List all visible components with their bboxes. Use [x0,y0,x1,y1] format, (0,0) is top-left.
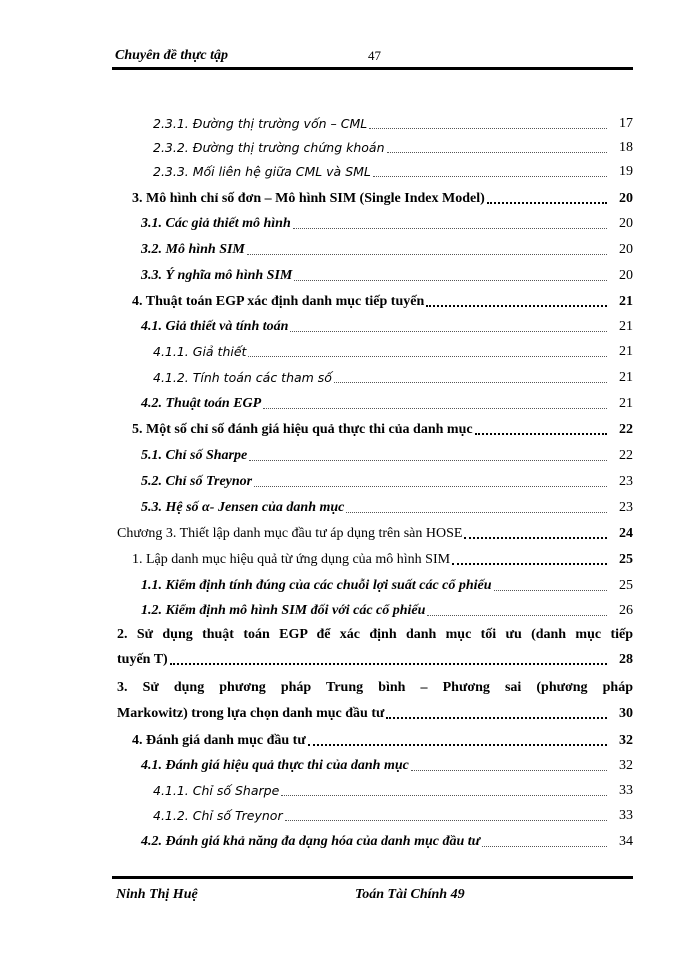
toc-entry-title: 3. Mô hình chỉ số đơn – Mô hình SIM (Single Index Model) [132,191,485,206]
toc-entry-page: 21 [619,396,633,411]
toc-entry[interactable] [141,575,633,595]
toc-leader [170,662,607,665]
toc-entry-page: 21 [619,370,633,385]
toc-entry[interactable] [141,213,633,233]
toc-entry-title: 4.1. Đánh giá hiệu quả thực thi của danh mục [141,758,409,773]
toc-entry-page: 21 [619,294,633,309]
toc-leader [249,459,607,461]
toc-leader [487,201,607,204]
toc-entry-page: 26 [619,603,633,618]
toc-entry-continuation[interactable] [117,649,633,669]
toc-leader [475,432,607,435]
toc-entry-title: 4.1.2. Chỉ số Treynor [153,808,283,823]
toc-entry-title: 1.1. Kiểm định tính đúng của các chuỗi lợi suất các cổ phiếu [141,578,492,593]
toc-leader [346,511,607,513]
toc-entry-title: 4. Đánh giá danh mục đầu tư [132,733,306,748]
toc-entry[interactable] [141,471,633,491]
toc-entry[interactable] [141,831,633,851]
toc-entry-title: 4.1.1. Giả thiết [153,344,247,359]
toc-entry-page: 20 [619,191,633,206]
toc-leader [426,304,607,307]
toc-entry[interactable] [132,188,633,208]
toc-leader [254,485,607,487]
toc-entry-title: 3.1. Các giả thiết mô hình [141,216,291,231]
toc-entry[interactable] [153,367,633,387]
toc-entry-multiline[interactable] [117,679,633,697]
toc-entry-title: 4.2. Đánh giá khả năng đa dạng hóa của danh mục đầu tư [141,834,481,849]
toc-entry-page: 23 [619,500,633,515]
toc-entry[interactable] [153,780,633,800]
toc-entry-title: 3.3. Ý nghĩa mô hình SIM [141,268,293,283]
toc-entry-page: 25 [619,552,633,567]
toc-leader [294,279,607,281]
toc-entry[interactable] [153,805,633,825]
toc-leader [247,253,607,255]
toc-leader [387,151,608,153]
toc-entry-title-line1: 2. Sử dụng thuật toán EGP để xác định danh mục tối ưu (danh mục tiếp [117,627,633,642]
toc-entry-page: 18 [619,140,633,155]
toc-leader [411,769,607,771]
header-rule [112,67,633,70]
toc-leader [373,175,607,177]
footer-rule [112,876,633,879]
toc-leader [308,743,607,746]
toc-entry[interactable] [141,600,633,620]
toc-entry-page: 20 [619,242,633,257]
toc-entry-title-line2: Markowitz) trong lựa chọn danh mục đầu tư [117,706,385,721]
header-title: Chuyên đề thực tập [115,48,229,63]
footer-class: Toán Tài Chính 49 [355,887,465,902]
toc-entry-page: 33 [619,783,633,798]
toc-entry-page: 28 [619,652,633,667]
toc-entry[interactable] [132,291,633,311]
toc-entry-page: 17 [619,116,633,131]
toc-entry[interactable] [153,113,633,133]
toc-entry[interactable] [141,497,633,517]
toc-entry-title: 3.2. Mô hình SIM [141,242,245,257]
toc-leader [494,589,607,591]
toc-entry-title: 1. Lập danh mục hiệu quả từ ứng dụng của mô hình SIM [132,552,451,567]
toc-leader [369,127,607,129]
toc-entry-title: 5. Một số chỉ số đánh giá hiệu quả thực thi của danh mục [132,422,473,437]
toc-entry-page: 21 [619,344,633,359]
toc-entry-page: 30 [619,706,633,721]
toc-entry-title: 2.3.2. Đường thị trường chứng khoán [153,140,385,155]
header-page-number: 47 [368,48,381,63]
toc-leader [281,794,607,796]
toc-entry[interactable] [117,523,633,543]
toc-entry-page: 32 [619,733,633,748]
toc-leader [427,614,607,616]
toc-entry[interactable] [132,730,633,750]
toc-entry-page: 25 [619,578,633,593]
toc-leader [452,562,607,565]
toc-entry-title: 5.2. Chỉ số Treynor [141,474,253,489]
toc-entry-page: 21 [619,319,633,334]
toc-entry-title: 1.2. Kiểm định mô hình SIM đối với các cổ phiếu [141,603,426,618]
toc-entry-title: 5.3. Hệ số α- Jensen của danh mục [141,500,345,515]
toc-entry[interactable] [132,549,633,569]
toc-leader [464,536,607,539]
toc-entry-title: 4.2. Thuật toán EGP [141,396,262,411]
toc-leader [285,819,607,821]
toc-entry[interactable] [153,137,633,157]
toc-entry-page: 22 [619,448,633,463]
toc-leader [293,227,607,229]
toc-leader [386,716,607,719]
toc-entry[interactable] [141,393,633,413]
toc-entry-title: 4. Thuật toán EGP xác định danh mục tiếp tuyến [132,294,425,309]
toc-entry-page: 34 [619,834,633,849]
toc-entry-title: 5.1. Chỉ số Sharpe [141,448,248,463]
toc-entry-continuation[interactable] [117,703,633,723]
toc-entry[interactable] [141,265,633,285]
toc-entry-title: Chương 3. Thiết lập danh mục đầu tư áp dụng trên sàn HOSE [117,526,463,541]
toc-entry[interactable] [141,755,633,775]
toc-entry[interactable] [132,419,633,439]
toc-entry-page: 33 [619,808,633,823]
toc-entry-title: 2.3.3. Mối liên hệ giữa CML và SML [153,164,371,179]
toc-entry-page: 23 [619,474,633,489]
footer-author: Ninh Thị Huệ [116,887,198,902]
toc-leader [290,330,607,332]
toc-entry[interactable] [141,239,633,259]
toc-entry-page: 20 [619,216,633,231]
toc-entry-title-line2: tuyến T) [117,652,168,667]
toc-leader [248,355,607,357]
toc-entry-title: 2.3.1. Đường thị trường vốn – CML [153,116,368,131]
toc-entry-page: 32 [619,758,633,773]
toc-leader [482,845,607,847]
toc-entry-title: 4.1.2. Tính toán các tham số [153,370,332,385]
toc-entry-title-line1: 3. Sử dụng phương pháp Trung bình – Phương sai (phương pháp [117,680,633,695]
toc-leader [334,381,607,383]
toc-entry-page: 24 [619,526,633,541]
toc-entry[interactable] [153,341,633,361]
toc-entry-page: 19 [619,164,633,179]
toc-entry-page: 22 [619,422,633,437]
toc-leader [263,407,607,409]
toc-entry[interactable] [153,161,633,181]
toc-entry-title: 4.1. Giả thiết và tính toán [141,319,289,334]
toc-entry[interactable] [141,316,633,336]
toc-entry[interactable] [141,445,633,465]
toc-entry-multiline[interactable] [117,626,633,644]
toc-entry-title: 4.1.1. Chỉ số Sharpe [153,783,280,798]
toc-entry-page: 20 [619,268,633,283]
